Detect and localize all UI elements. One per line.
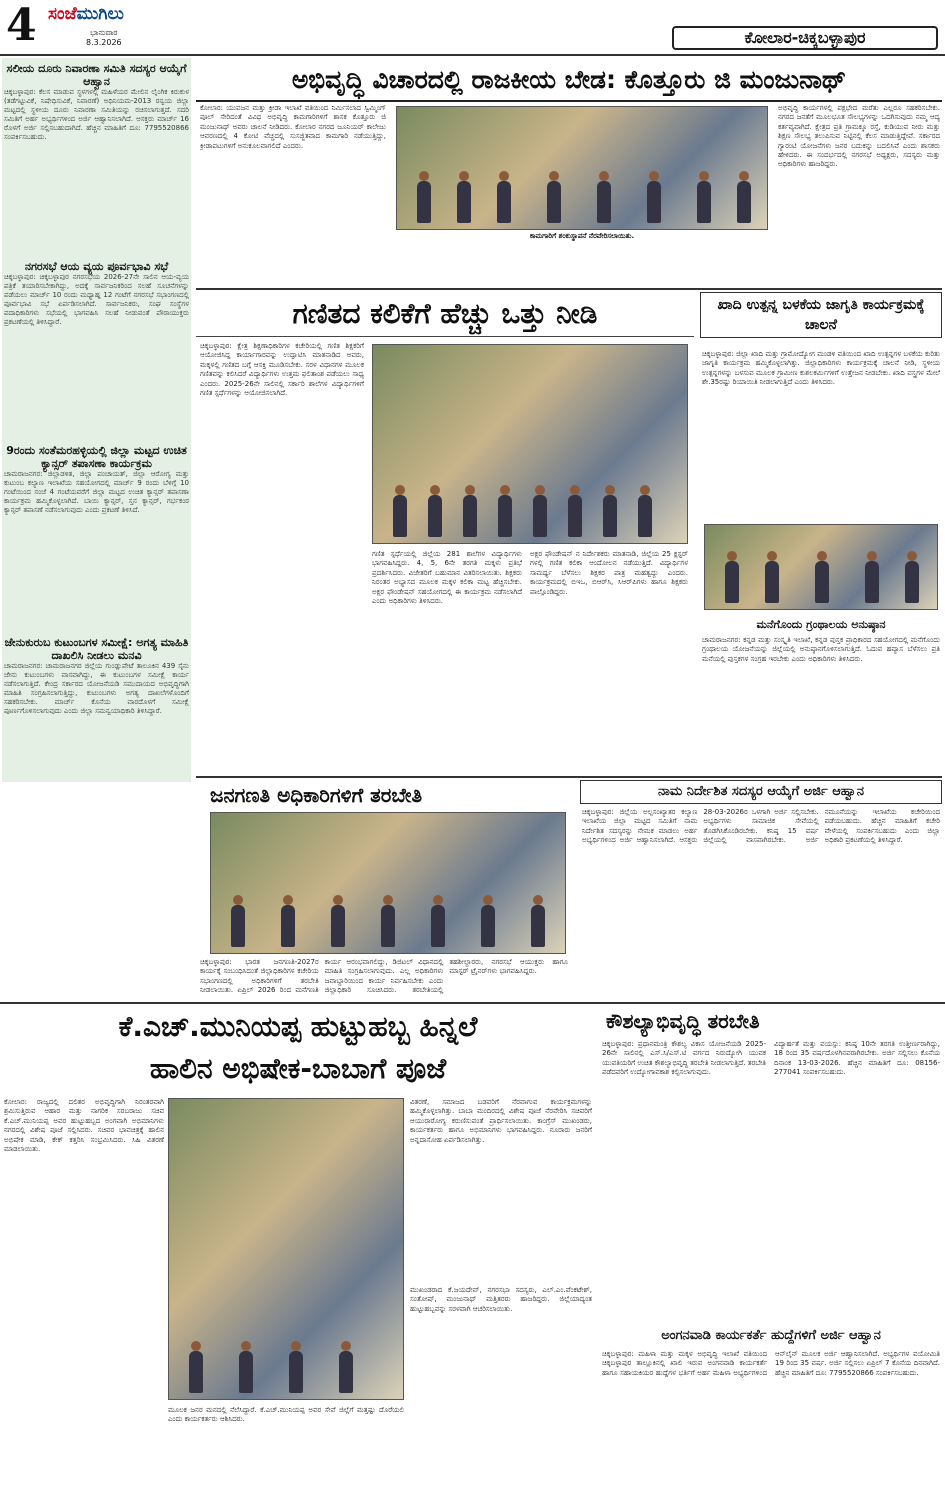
khadi-headline: ಖಾದಿ ಉತ್ಪನ್ನ ಬಳಕೆಯ ಜಾಗೃತಿ ಕಾರ್ಯಕ್ರಮಕ್ಕೆ ಚಾಲನೆ <box>700 292 942 338</box>
sidebar-story-2 <box>4 260 189 423</box>
math-photo <box>372 344 688 544</box>
birthday-body-d: ಮೂಲಕ ಜನರ ಮನದಲ್ಲಿ ನೆಲೆಸಿದ್ದಾರೆ. ಕೆ.ಎಚ್.ಮುನಿಯಪ್ಪ ಅವರ ಸೇವೆ ಜಿಲ್ಲೆಗೆ ಮತ್ತಷ್ಟು ದೊರೆಯಲಿ ಎಂದು ಕಾರ್ಯಕರ್ತರು ಆಶಿಸಿದರು. <box>168 1406 404 1424</box>
divider <box>0 1002 945 1004</box>
story-body: ಚಾಮರಾಜನಗರ: ಜಿಲ್ಲಾಡಳಿತ, ಜಿಲ್ಲಾ ಪಂಚಾಯತ್, ಜಿಲ್ಲಾ ಆರೋಗ್ಯ ಮತ್ತು ಕುಟುಂಬ ಕಲ್ಯಾಣ ಇಲಾಖೆಯ ಸಹಯೋಗದಲ್ಲಿ ಮಾರ್ಚ್ 9 ರಂದು ಬೆಳಿಗ್ಗೆ 10 ಗಂಟೆಯಿಂದ ಸಂಜೆ 4 ಗಂಟೆಯವರೆಗೆ ಜಿಲ್ಲಾ ಮಟ್ಟದ ಉಚಿತ ಕ್ಯಾನ್ಸರ್ ತಪಾಸಣಾ ಕಾರ್ಯಕ್ರಮ ಹಮ್ಮಿಕೊಳ್ಳಲಾಗಿದೆ. ಬಾಯಿ ಕ್ಯಾನ್ಸರ್, ಸ್ತನ ಕ್ಯಾನ್ಸರ್, ಗರ್ಭಕಂಠ ಕ್ಯಾನ್ಸರ್ ತಪಾಸಣೆ ನಡೆಸಲಾಗುವುದು ಎಂದು ಪ್ರಕಟಣೆ ತಿಳಿಸಿದೆ. <box>4 470 189 514</box>
lead-body-a: ಕೋಲಾರ: ಯುವಜನ ಮತ್ತು ಕ್ರೀಡಾ ಇಲಾಖೆ ವತಿಯಿಂದ ನಿರ್ಮಿಸಲಾದ ಸ್ವಿಮ್ಮಿಂಗ್ ಪೂಲ್ ಸೇರಿದಂತೆ ವಿವಿಧ ಅಭಿವೃದ್ಧಿ ಕಾಮಗಾರಿಗಳಿಗೆ ಶಾಸಕ ಕೊತ್ತೂರು ಜಿ ಮಂಜುನಾಥ್ ಅವರು ಚಾಲನೆ ನೀಡಿದರು. ಕೋಲಾರ ನಗರದ ಜೂನಿಯರ್ ಕಾಲೇಜು ಆವರಣದಲ್ಲಿ 4 ಕೋಟಿ ವೆಚ್ಚದಲ್ಲಿ ಸುಸಜ್ಜಿತವಾದ ಕಾಮಗಾರಿ ನಡೆಯುತ್ತಿದ್ದು, ಕ್ರೀಡಾಪಟುಗಳಿಗೆ ಅನುಕೂಲವಾಗಲಿದೆ ಎಂದರು. <box>200 104 386 150</box>
birthday-story <box>2 1006 594 1488</box>
lead-photo <box>396 106 768 230</box>
lead-headline: ಅಭಿವೃದ್ಧಿ ವಿಚಾರದಲ್ಲಿ ರಾಜಕೀಯ ಬೇಡ: ಕೊತ್ತೂರು ಜಿ ಮಂಜುನಾಥ್ <box>196 60 942 102</box>
page-number: 4 <box>6 0 37 51</box>
story-body: ಚಿಕ್ಕಬಳ್ಳಾಪುರ: ಕೆಲಸ ಮಾಡುವ ಸ್ಥಳಗಳಲ್ಲಿ ಮಹಿಳೆಯರ ಮೇಲಿನ ಲೈಂಗಿಕ ಕಿರುಕುಳ (ತಡೆಗಟ್ಟುವಿಕೆ, ನಿಷೇಧಿಸುವಿಕೆ, ನಿವಾರಣೆ) ಅಧಿನಿಯಮ-2013 ರನ್ವಯ ಜಿಲ್ಲಾ ಮಟ್ಟದಲ್ಲಿ ಸ್ಥಳೀಯ ದೂರು ನಿವಾರಣಾ ಸಮಿತಿಯನ್ನು ರಚಿಸಲಾಗುತ್ತದೆ. ಸದರಿ ಸಮಿತಿಗೆ ಅರ್ಹ ಅಭ್ಯರ್ಥಿಗಳಿಂದ ಅರ್ಜಿ ಆಹ್ವಾನಿಸಲಾಗಿದೆ. ಆಸಕ್ತರು ಮಾರ್ಚ್ 16 ರೊಳಗೆ ಅರ್ಜಿ ಸಲ್ಲಿಸಬಹುದಾಗಿದೆ. ಹೆಚ್ಚಿನ ಮಾಹಿತಿಗೆ ದೂ: 7795520866 ಸಂಪರ್ಕಿಸಬಹುದು. <box>4 88 189 141</box>
khadi-photo <box>704 524 938 610</box>
census-photo <box>210 812 566 954</box>
skill-headline: ಕೌಶಲ್ಯಾಭಿವೃದ್ಧಿ ತರಬೇತಿ <box>606 1009 760 1033</box>
anganwadi-headline: ಅಂಗನವಾಡಿ ಕಾರ್ಯಕರ್ತೆ ಹುದ್ದೆಗಳಿಗೆ ಅರ್ಜಿ ಆಹ್ವಾನ <box>661 1328 881 1343</box>
story-headline: ಜೇನುಕುರುಬ ಕುಟುಂಬಗಳ ಸಮೀಕ್ಷೆ: ಅಗತ್ಯ ಮಾಹಿತಿ ದಾಖಲಿಸಿ ನೀಡಲು ಮನವಿ <box>4 636 189 662</box>
library-caption: ಮನೆಗೊಂದು ಗ್ರಂಥಾಲಯ ಅನುಷ್ಠಾನ <box>756 618 886 631</box>
lead-story <box>196 60 942 286</box>
story-body: ಚಾಮರಾಜನಗರ: ಚಾಮರಾಜನಗರ ಜಿಲ್ಲೆಯ ಗುಂಡ್ಲುಪೇಟೆ ತಾಲೂಕಿನ 439 ಸೈನು ಜೇನು ಕುಟುಂಬಗಳು ವಾಸವಾಗಿದ್ದು, ಈ ಕುಟುಂಬಗಳ ಸಮೀಕ್ಷೆ ಕಾರ್ಯ ನಡೆಸಲಾಗುತ್ತಿದೆ. ಕೇಂದ್ರ ಸರ್ಕಾರದ ಯೋಜನೆಯಡಿ ಸಮುದಾಯದ ಅಭಿವೃದ್ಧಿಗಾಗಿ ಮಾಹಿತಿ ಸಂಗ್ರಹಿಸಲಾಗುತ್ತಿದ್ದು, ಕುಟುಂಬಗಳು ಅಗತ್ಯ ದಾಖಲೆಗಳೊಂದಿಗೆ ಸಹಕರಿಸಬೇಕು. ಮಾರ್ಚ್ ಕೊನೆಯ ವಾರದೊಳಗೆ ಸಮೀಕ್ಷೆ ಪೂರ್ಣಗೊಳಿಸಲಾಗುವುದು ಎಂದು ಜಿಲ್ಲಾ ಸಮನ್ವಯಾಧಿಕಾರಿ ತಿಳಿಸಿದ್ದಾರೆ. <box>4 662 189 715</box>
census-body: ಚಿಕ್ಕಬಳ್ಳಾಪುರ: ಭಾರತ ಜನಗಣತಿ-2027ರ ಕಾರ್ಯಕ್ಕೆ ಸಂಬಂಧಿಸಿದಂತೆ ಜಿಲ್ಲಾಧಿಕಾರಿಗಳ ಕಚೇರಿಯ ಸಭಾಂಗಣದಲ್ಲಿ ಅಧಿಕಾರಿಗಳಿಗೆ ತರಬೇತಿ ನೀಡಲಾಯಿತು. ಏಪ್ರಿಲ್ 2026 ರಿಂದ ಮನೆಗಣತಿ ಕಾರ್ಯ ಆರಂಭವಾಗಲಿದ್ದು, ಡಿಜಿಟಲ್ ವಿಧಾನದಲ್ಲಿ ಮಾಹಿತಿ ಸಂಗ್ರಹಿಸಲಾಗುವುದು. ಎಲ್ಲ ಅಧಿಕಾರಿಗಳು ಜವಾಬ್ದಾರಿಯಿಂದ ಕಾರ್ಯ ನಿರ್ವಹಿಸಬೇಕು ಎಂದು ಜಿಲ್ಲಾಧಿಕಾರಿ ಸೂಚಿಸಿದರು. ತರಬೇತಿಯಲ್ಲಿ ತಹಶೀಲ್ದಾರರು, ನಗರಸಭೆ ಆಯುಕ್ತರು ಹಾಗೂ ಮಾಸ್ಟರ್ ಟ್ರೈನರ್‌ಗಳು ಭಾಗವಹಿಸಿದ್ದರು. <box>200 958 568 995</box>
library-body: ಚಾಮರಾಜನಗರ: ಕನ್ನಡ ಮತ್ತು ಸಂಸ್ಕೃತಿ ಇಲಾಖೆ, ಕನ್ನಡ ಪುಸ್ತಕ ಪ್ರಾಧಿಕಾರದ ಸಹಯೋಗದಲ್ಲಿ ಮನೆಗೊಂದು ಗ್ರಂಥಾಲಯ ಯೋಜನೆಯನ್ನು ಜಿಲ್ಲೆಯಲ್ಲಿ ಅನುಷ್ಠಾನಗೊಳಿಸಲಾಗುತ್ತಿದೆ. ಓದುವ ಹವ್ಯಾಸ ಬೆಳೆಸಲು ಪ್ರತಿ ಮನೆಯಲ್ಲಿ ಪುಸ್ತಕಗಳ ಸಂಗ್ರಹ ಇರಬೇಕು ಎಂದು ಅಧಿಕಾರಿಗಳು ತಿಳಿಸಿದರು. <box>702 636 940 663</box>
anganwadi-story <box>600 1326 942 1488</box>
region-banner: ಕೋಲಾರ-ಚಿಕ್ಕಬಳ್ಳಾಪುರ <box>672 26 938 50</box>
birthday-headline-2: ಹಾಲಿನ ಅಭಿಷೇಕ-ಬಾಬಾಗೆ ಪೂಜೆ <box>149 1052 447 1085</box>
skill-body-b: ವಿದ್ಯಾರ್ಹತೆ ಮತ್ತು ವಯಸ್ಸು: ಕನಿಷ್ಠ 10ನೇ ತರಗತಿ ಉತ್ತೀರ್ಣರಾಗಿದ್ದು, 18 ರಿಂದ 35 ವರ್ಷದೊಳಗಿನವರಾಗಿರಬೇಕು. ಅರ್ಜಿ ಸಲ್ಲಿಸಲು ಕೊನೆಯ ದಿನಾಂಕ 13-03-2026. ಹೆಚ್ಚಿನ ಮಾಹಿತಿಗೆ ದೂ: 08156-277041 ಸಂಪರ್ಕಿಸಬಹುದು. <box>774 1040 940 1077</box>
dateline <box>86 28 122 48</box>
math-body-a: ಚಿಕ್ಕಬಳ್ಳಾಪುರ: ಕ್ಷೇತ್ರ ಶಿಕ್ಷಣಾಧಿಕಾರಿಗಳ ಕಚೇರಿಯಲ್ಲಿ ಗಣಿತ ಶಿಕ್ಷಕರಿಗೆ ಆಯೋಜಿಸಿದ್ದ ಕಾರ್ಯಾಗಾರವನ್ನು ಉದ್ಘಾಟಿಸಿ ಮಾತನಾಡಿದ ಅವರು, ಮಕ್ಕಳಲ್ಲಿ ಗಣಿತದ ಬಗ್ಗೆ ಆಸಕ್ತಿ ಮೂಡಿಸಬೇಕು. ಸರಳ ವಿಧಾನಗಳ ಮೂಲಕ ಗಣಿತವನ್ನು ಕಲಿಸಿದರೆ ವಿದ್ಯಾರ್ಥಿಗಳು ಉತ್ತಮ ಫಲಿತಾಂಶ ಪಡೆಯಲು ಸಾಧ್ಯ ಎಂದರು. 2025-26ನೇ ಸಾಲಿನಲ್ಲಿ ಸರ್ಕಾರಿ ಶಾಲೆಗಳ ವಿದ್ಯಾರ್ಥಿಗಳಿಗೆ ಗಣಿತ ಸ್ಪರ್ಧೆಗಳನ್ನು ಆಯೋಜಿಸಲಾಗಿದೆ. <box>200 342 364 398</box>
nominated-headline: ನಾಮ ನಿರ್ದೇಶಿತ ಸದಸ್ಯರ ಆಯ್ಕೆಗೆ ಅರ್ಜಿ ಆಹ್ವಾನ <box>580 780 942 804</box>
birthday-body-a: ಕೋಲಾರ: ರಾಜ್ಯದಲ್ಲಿ ದಲಿತರ ಅಭಿವೃದ್ಧಿಗಾಗಿ ನಿರಂತರವಾಗಿ ಶ್ರಮಿಸುತ್ತಿರುವ ಆಹಾರ ಮತ್ತು ನಾಗರಿಕ ಸರಬರಾಜು ಸಚಿವ ಕೆ.ಎಚ್.ಮುನಿಯಪ್ಪ ಅವರ ಹುಟ್ಟುಹಬ್ಬದ ಅಂಗವಾಗಿ ಅಭಿಮಾನಿಗಳು ನಗರದಲ್ಲಿ ವಿಶೇಷ ಪೂಜೆ ಸಲ್ಲಿಸಿದರು. ಸಚಿವರ ಭಾವಚಿತ್ರಕ್ಕೆ ಹಾಲಿನ ಅಭಿಷೇಕ ಮಾಡಿ, ಕೇಕ್ ಕತ್ತರಿಸಿ ಸಂಭ್ರಮಿಸಿದರು. ಸಿಹಿ ವಿತರಣೆ ಮಾಡಲಾಯಿತು. <box>4 1098 164 1154</box>
khadi-body: ಚಿಕ್ಕಬಳ್ಳಾಪುರ: ಜಿಲ್ಲಾ ಖಾದಿ ಮತ್ತು ಗ್ರಾಮೋದ್ಯೋಗ ಮಂಡಳಿ ವತಿಯಿಂದ ಖಾದಿ ಉತ್ಪನ್ನಗಳ ಬಳಕೆಯ ಕುರಿತು ಜಾಗೃತಿ ಕಾರ್ಯಕ್ರಮ ಹಮ್ಮಿಕೊಳ್ಳಲಾಗಿತ್ತು. ಜಿಲ್ಲಾಧಿಕಾರಿಗಳು ಕಾರ್ಯಕ್ರಮಕ್ಕೆ ಚಾಲನೆ ನೀಡಿ, ಸ್ಥಳೀಯ ಉತ್ಪನ್ನಗಳನ್ನು ಬಳಸುವ ಮೂಲಕ ಗ್ರಾಮೀಣ ಕುಶಲಕರ್ಮಿಗಳಿಗೆ ಉತ್ತೇಜನ ನೀಡಬೇಕು. ಖಾದಿ ವಸ್ತ್ರಗಳ ಮೇಲೆ ಶೇ.35ರಷ್ಟು ರಿಯಾಯಿತಿ ನೀಡಲಾಗುತ್ತಿದೆ ಎಂದು ತಿಳಿಸಿದರು. <box>702 350 940 387</box>
divider <box>196 776 942 778</box>
issue-date: 8.3.2026 <box>86 38 122 47</box>
divider <box>196 288 942 290</box>
story-headline: ನಗರಸಭೆ ಆಯ ವ್ಯಯ ಪೂರ್ವಭಾವಿ ಸಭೆ <box>24 260 169 273</box>
math-body-b: ಗಣಿತ ಸ್ಪರ್ಧೆಯಲ್ಲಿ ಜಿಲ್ಲೆಯ 281 ಶಾಲೆಗಳ ವಿದ್ಯಾರ್ಥಿಗಳು ಭಾಗವಹಿಸಿದ್ದರು. 4, 5, 6ನೇ ತರಗತಿ ಮಕ್ಕಳು ಪ್ರತಿಭೆ ಪ್ರದರ್ಶಿಸಿದರು. ವಿಜೇತರಿಗೆ ಬಹುಮಾನ ವಿತರಿಸಲಾಯಿತು. ಶಿಕ್ಷಕರು ನಿರಂತರ ಅಭ್ಯಾಸದ ಮೂಲಕ ಮಕ್ಕಳ ಕಲಿಕಾ ಮಟ್ಟ ಹೆಚ್ಚಿಸಬೇಕು. ಅಕ್ಷರ ಫೌಂಡೇಷನ್ ಸಹಯೋಗದಲ್ಲಿ ಈ ಕಾರ್ಯಕ್ರಮ ನಡೆಸಲಾಗಿದೆ ಎಂದು ಅಧಿಕಾರಿಗಳು ತಿಳಿಸಿದರು. <box>372 550 522 606</box>
skill-body-a: ಚಿಕ್ಕಬಳ್ಳಾಪುರ: ಪ್ರಧಾನಮಂತ್ರಿ ಕೌಶಲ್ಯ ವಿಕಾಸ ಯೋಜನೆಯಡಿ 2025-26ನೇ ಸಾಲಿನಲ್ಲಿ ಎಸ್.ಸಿ/ಎಸ್.ಟಿ ವರ್ಗದ ನಿರುದ್ಯೋಗಿ ಯುವಕ ಯುವತಿಯರಿಗೆ ಉಚಿತ ಕೌಶಲ್ಯಾಭಿವೃದ್ಧಿ ತರಬೇತಿ ನೀಡಲಾಗುತ್ತಿದೆ. ತರಬೇತಿ ಪಡೆದವರಿಗೆ ಉದ್ಯೋಗಾವಕಾಶ ಕಲ್ಪಿಸಲಾಗುವುದು. <box>602 1040 766 1077</box>
birthday-body-c: ಮುಖಂಡರಾದ ಕೆ.ಜಯದೇವ್, ನಗರಸಭಾ ಸದಸ್ಯರು, ಎಲ್.ಎಂ.ವೆಂಕಟೇಶ್, ಸಂತೋಷ್, ಮಂಜುನಾಥ್ ಮತ್ತಿತರರು ಹಾಜರಿದ್ದರು. ಜಿಲ್ಲೆಯಾದ್ಯಂತ ಹುಟ್ಟುಹಬ್ಬವನ್ನು ಸರಳವಾಗಿ ಆಚರಿಸಲಾಯಿತು. <box>410 1286 592 1313</box>
anganwadi-body: ಚಿಕ್ಕಬಳ್ಳಾಪುರ: ಮಹಿಳಾ ಮತ್ತು ಮಕ್ಕಳ ಅಭಿವೃದ್ಧಿ ಇಲಾಖೆ ವತಿಯಿಂದ ಚಿಕ್ಕಬಳ್ಳಾಪುರ ತಾಲ್ಲೂಕಿನಲ್ಲಿ ಖಾಲಿ ಇರುವ ಅಂಗನವಾಡಿ ಕಾರ್ಯಕರ್ತೆ ಹಾಗೂ ಸಹಾಯಕಿಯರ ಹುದ್ದೆಗಳ ಭರ್ತಿಗೆ ಅರ್ಹ ಮಹಿಳಾ ಅಭ್ಯರ್ಥಿಗಳಿಂದ ಆನ್‌ಲೈನ್ ಮೂಲಕ ಅರ್ಜಿ ಆಹ್ವಾನಿಸಲಾಗಿದೆ. ಅಭ್ಯರ್ಥಿಗಳ ವಯೋಮಿತಿ 19 ರಿಂದ 35 ವರ್ಷ. ಅರ್ಜಿ ಸಲ್ಲಿಸಲು ಏಪ್ರಿಲ್ 7 ಕೊನೆಯ ದಿನವಾಗಿದೆ. ಹೆಚ್ಚಿನ ಮಾಹಿತಿಗೆ ದೂ: 7795520866 ಸಂಪರ್ಕಿಸಬಹುದು. <box>602 1350 940 1377</box>
khadi-story <box>700 292 942 774</box>
left-sidebar <box>2 58 191 782</box>
logo-part-a: ಸಂಜೆ <box>48 4 77 24</box>
math-story <box>196 292 694 774</box>
lead-body-b: ಅಭಿವೃದ್ಧಿ ಕಾರ್ಯಗಳಲ್ಲಿ ಪಕ್ಷಭೇದ ಮರೆತು ಎಲ್ಲರೂ ಸಹಕರಿಸಬೇಕು. ನಗರದ ಜನತೆಗೆ ಮೂಲಭೂತ ಸೌಲಭ್ಯಗಳನ್ನು ಒದಗಿಸುವುದು ನಮ್ಮ ಆದ್ಯ ಕರ್ತವ್ಯವಾಗಿದೆ. ಕ್ಷೇತ್ರದ ಪ್ರತಿ ಗ್ರಾಮಕ್ಕೂ ರಸ್ತೆ, ಕುಡಿಯುವ ನೀರು ಮತ್ತು ಶಿಕ್ಷಣ ಸೌಲಭ್ಯ ತಲುಪಿಸುವ ನಿಟ್ಟಿನಲ್ಲಿ ಕೆಲಸ ಮಾಡುತ್ತಿದ್ದೇವೆ. ಸರ್ಕಾರದ ಗ್ಯಾರಂಟಿ ಯೋಜನೆಗಳು ಜನರ ಬದುಕನ್ನು ಬದಲಿಸಿವೆ ಎಂದು ಶಾಸಕರು ಹೇಳಿದರು. ಈ ಸಂದರ್ಭದಲ್ಲಿ ನಗರಸಭೆ ಅಧ್ಯಕ್ಷರು, ಸದಸ್ಯರು ಮತ್ತು ಅಧಿಕಾರಿಗಳು ಹಾಜರಿದ್ದರು. <box>778 104 940 169</box>
logo-part-b: ಮುಗಿಲು <box>76 4 124 24</box>
sidebar-story-1 <box>4 62 189 256</box>
birthday-body-b: ವಿತರಣೆ, ಸಮಾಜದ ಬಡವರಿಗೆ ನೆರವಾಗುವ ಕಾರ್ಯಕ್ರಮಗಳನ್ನು ಹಮ್ಮಿಕೊಳ್ಳಲಾಗಿತ್ತು. ಬಾಬಾ ಮಂದಿರದಲ್ಲಿ ವಿಶೇಷ ಪೂಜೆ ನೆರವೇರಿಸಿ ಸಚಿವರಿಗೆ ಆಯುರಾರೋಗ್ಯ ಕರುಣಿಸುವಂತೆ ಪ್ರಾರ್ಥಿಸಲಾಯಿತು. ಕಾಂಗ್ರೆಸ್ ಮುಖಂಡರು, ಕಾರ್ಯಕರ್ತರು ಹಾಗೂ ಅಭಿಮಾನಿಗಳು ಭಾಗವಹಿಸಿದ್ದರು. ನೂರಾರು ಜನರಿಗೆ ಅನ್ನದಾಸೋಹ ಏರ್ಪಡಿಸಲಾಗಿತ್ತು. <box>410 1098 592 1144</box>
story-body: ಚಿಕ್ಕಬಳ್ಳಾಪುರ: ಚಿಕ್ಕಬಳ್ಳಾಪುರ ನಗರಸಭೆಯ 2026-27ನೇ ಸಾಲಿನ ಆಯ-ವ್ಯಯ ಪತ್ರಿಕೆ ತಯಾರಿಸಬೇಕಾಗಿದ್ದು, ಅದಕ್ಕೆ ಸಾರ್ವಜನಿಕರಿಂದ ಸಲಹೆ ಸೂಚನೆಗಳನ್ನು ಪಡೆಯಲು ಮಾರ್ಚ್ 10 ರಂದು ಮಧ್ಯಾಹ್ನ 12 ಗಂಟೆಗೆ ನಗರಸಭೆ ಸಭಾಂಗಣದಲ್ಲಿ ಪೂರ್ವಭಾವಿ ಸಭೆ ಏರ್ಪಡಿಸಲಾಗಿದೆ. ಸಾರ್ವಜನಿಕರು, ಸಂಘ ಸಂಸ್ಥೆಗಳ ಪದಾಧಿಕಾರಿಗಳು ಸಭೆಯಲ್ಲಿ ಭಾಗವಹಿಸಿ ಸಲಹೆ ನೀಡುವಂತೆ ಪೌರಾಯುಕ್ತರು ಪ್ರಕಟಣೆಯಲ್ಲಿ ತಿಳಿಸಿದ್ದಾರೆ. <box>4 273 189 326</box>
issue-day: ಭಾನುವಾರ <box>90 28 118 37</box>
newspaper-logo <box>48 4 124 24</box>
census-headline: ಜನಗಣತಿ ಅಧಿಕಾರಿಗಳಿಗೆ ತರಬೇತಿ <box>210 783 423 807</box>
masthead <box>0 0 945 56</box>
math-body-c: ಅಕ್ಷರ ಫೌಂಡೇಷನ್ ನ ನಿರ್ದೇಶಕರು ಮಾತನಾಡಿ, ಜಿಲ್ಲೆಯ 25 ಕ್ಲಸ್ಟರ್ ಗಳಲ್ಲಿ ಗಣಿತ ಕಲಿಕಾ ಆಂದೋಲನ ನಡೆಯುತ್ತಿದೆ. ವಿದ್ಯಾರ್ಥಿಗಳ ಸಾಮರ್ಥ್ಯ ಬೆಳೆಸಲು ಶಿಕ್ಷಕರ ಪಾತ್ರ ಮಹತ್ವದ್ದು ಎಂದರು. ಕಾರ್ಯಕ್ರಮದಲ್ಲಿ ಬಿಇಒ, ಬಿಆರ್‌ಸಿ, ಸಿಆರ್‌ಪಿಗಳು ಹಾಗೂ ಶಿಕ್ಷಕರು ಪಾಲ್ಗೊಂಡಿದ್ದರು. <box>530 550 688 596</box>
birthday-photo <box>168 1098 404 1400</box>
birthday-headline-1: ಕೆ.ಎಚ್.ಮುನಿಯಪ್ಪ ಹುಟ್ಟುಹಬ್ಬ ಹಿನ್ನಲೆ <box>118 1010 478 1043</box>
nominated-story <box>580 780 942 1000</box>
story-headline: 9ರಂದು ಸಂತೆಮರಹಳ್ಳಿಯಲ್ಲಿ ಜಿಲ್ಲಾ ಮಟ್ಟದ ಉಚಿತ ಕ್ಯಾನ್ಸರ್ ತಪಾಸಣಾ ಕಾರ್ಯಕ್ರಮ <box>6 444 187 470</box>
census-story <box>196 780 572 1000</box>
skill-story <box>600 1006 942 1322</box>
story-headline: ಸಲೀಯ ದೂರು ನಿವಾರಣಾ ಸಮಿತಿ ಸದಸ್ಯರ ಆಯ್ಕೆಗೆ ಆಹ್ವಾನ <box>6 62 187 88</box>
nominated-body: ಚಿಕ್ಕಬಳ್ಳಾಪುರ: ಜಿಲ್ಲೆಯ ಅಲ್ಪಸಂಖ್ಯಾತರ ಕಲ್ಯಾಣ ಇಲಾಖೆಯ ಜಿಲ್ಲಾ ಮಟ್ಟದ ಸಮಿತಿಗೆ ನಾಮ ನಿರ್ದೇಶಿತ ಸದಸ್ಯರನ್ನು ನೇಮಕ ಮಾಡಲು ಅರ್ಹ ಅಭ್ಯರ್ಥಿಗಳಿಂದ ಅರ್ಜಿ ಆಹ್ವಾನಿಸಲಾಗಿದೆ. ಆಸಕ್ತರು 28-03-2026ರ ಒಳಗಾಗಿ ಅರ್ಜಿ ಸಲ್ಲಿಸಬೇಕು. ಅಭ್ಯರ್ಥಿಗಳು ಸಾಮಾಜಿಕ ಸೇವೆಯಲ್ಲಿ ತೊಡಗಿಸಿಕೊಂಡಿರಬೇಕು. ಕನಿಷ್ಠ 15 ವರ್ಷ ಜಿಲ್ಲೆಯಲ್ಲಿ ವಾಸವಾಗಿರಬೇಕು. ಅರ್ಜಿ ನಮೂನೆಯನ್ನು ಇಲಾಖೆಯ ಕಚೇರಿಯಿಂದ ಪಡೆಯಬಹುದು. ಹೆಚ್ಚಿನ ಮಾಹಿತಿಗೆ ಕಚೇರಿ ವೇಳೆಯಲ್ಲಿ ಸಂಪರ್ಕಿಸಬಹುದು ಎಂದು ಜಿಲ್ಲಾ ಅಧಿಕಾರಿ ಪ್ರಕಟಣೆಯಲ್ಲಿ ತಿಳಿಸಿದ್ದಾರೆ. <box>582 808 940 845</box>
math-headline: ಗಣಿತದ ಕಲಿಕೆಗೆ ಹೆಚ್ಚು ಒತ್ತು ನೀಡಿ <box>196 292 694 337</box>
sidebar-story-3 <box>4 444 189 598</box>
lead-photo-caption: ಕಾಮಗಾರಿಗೆ ಶಂಕುಸ್ಥಾಪನೆ ನೆರವೇರಿಸಲಾಯಿತು. <box>529 232 635 240</box>
sidebar-story-4 <box>4 636 189 770</box>
